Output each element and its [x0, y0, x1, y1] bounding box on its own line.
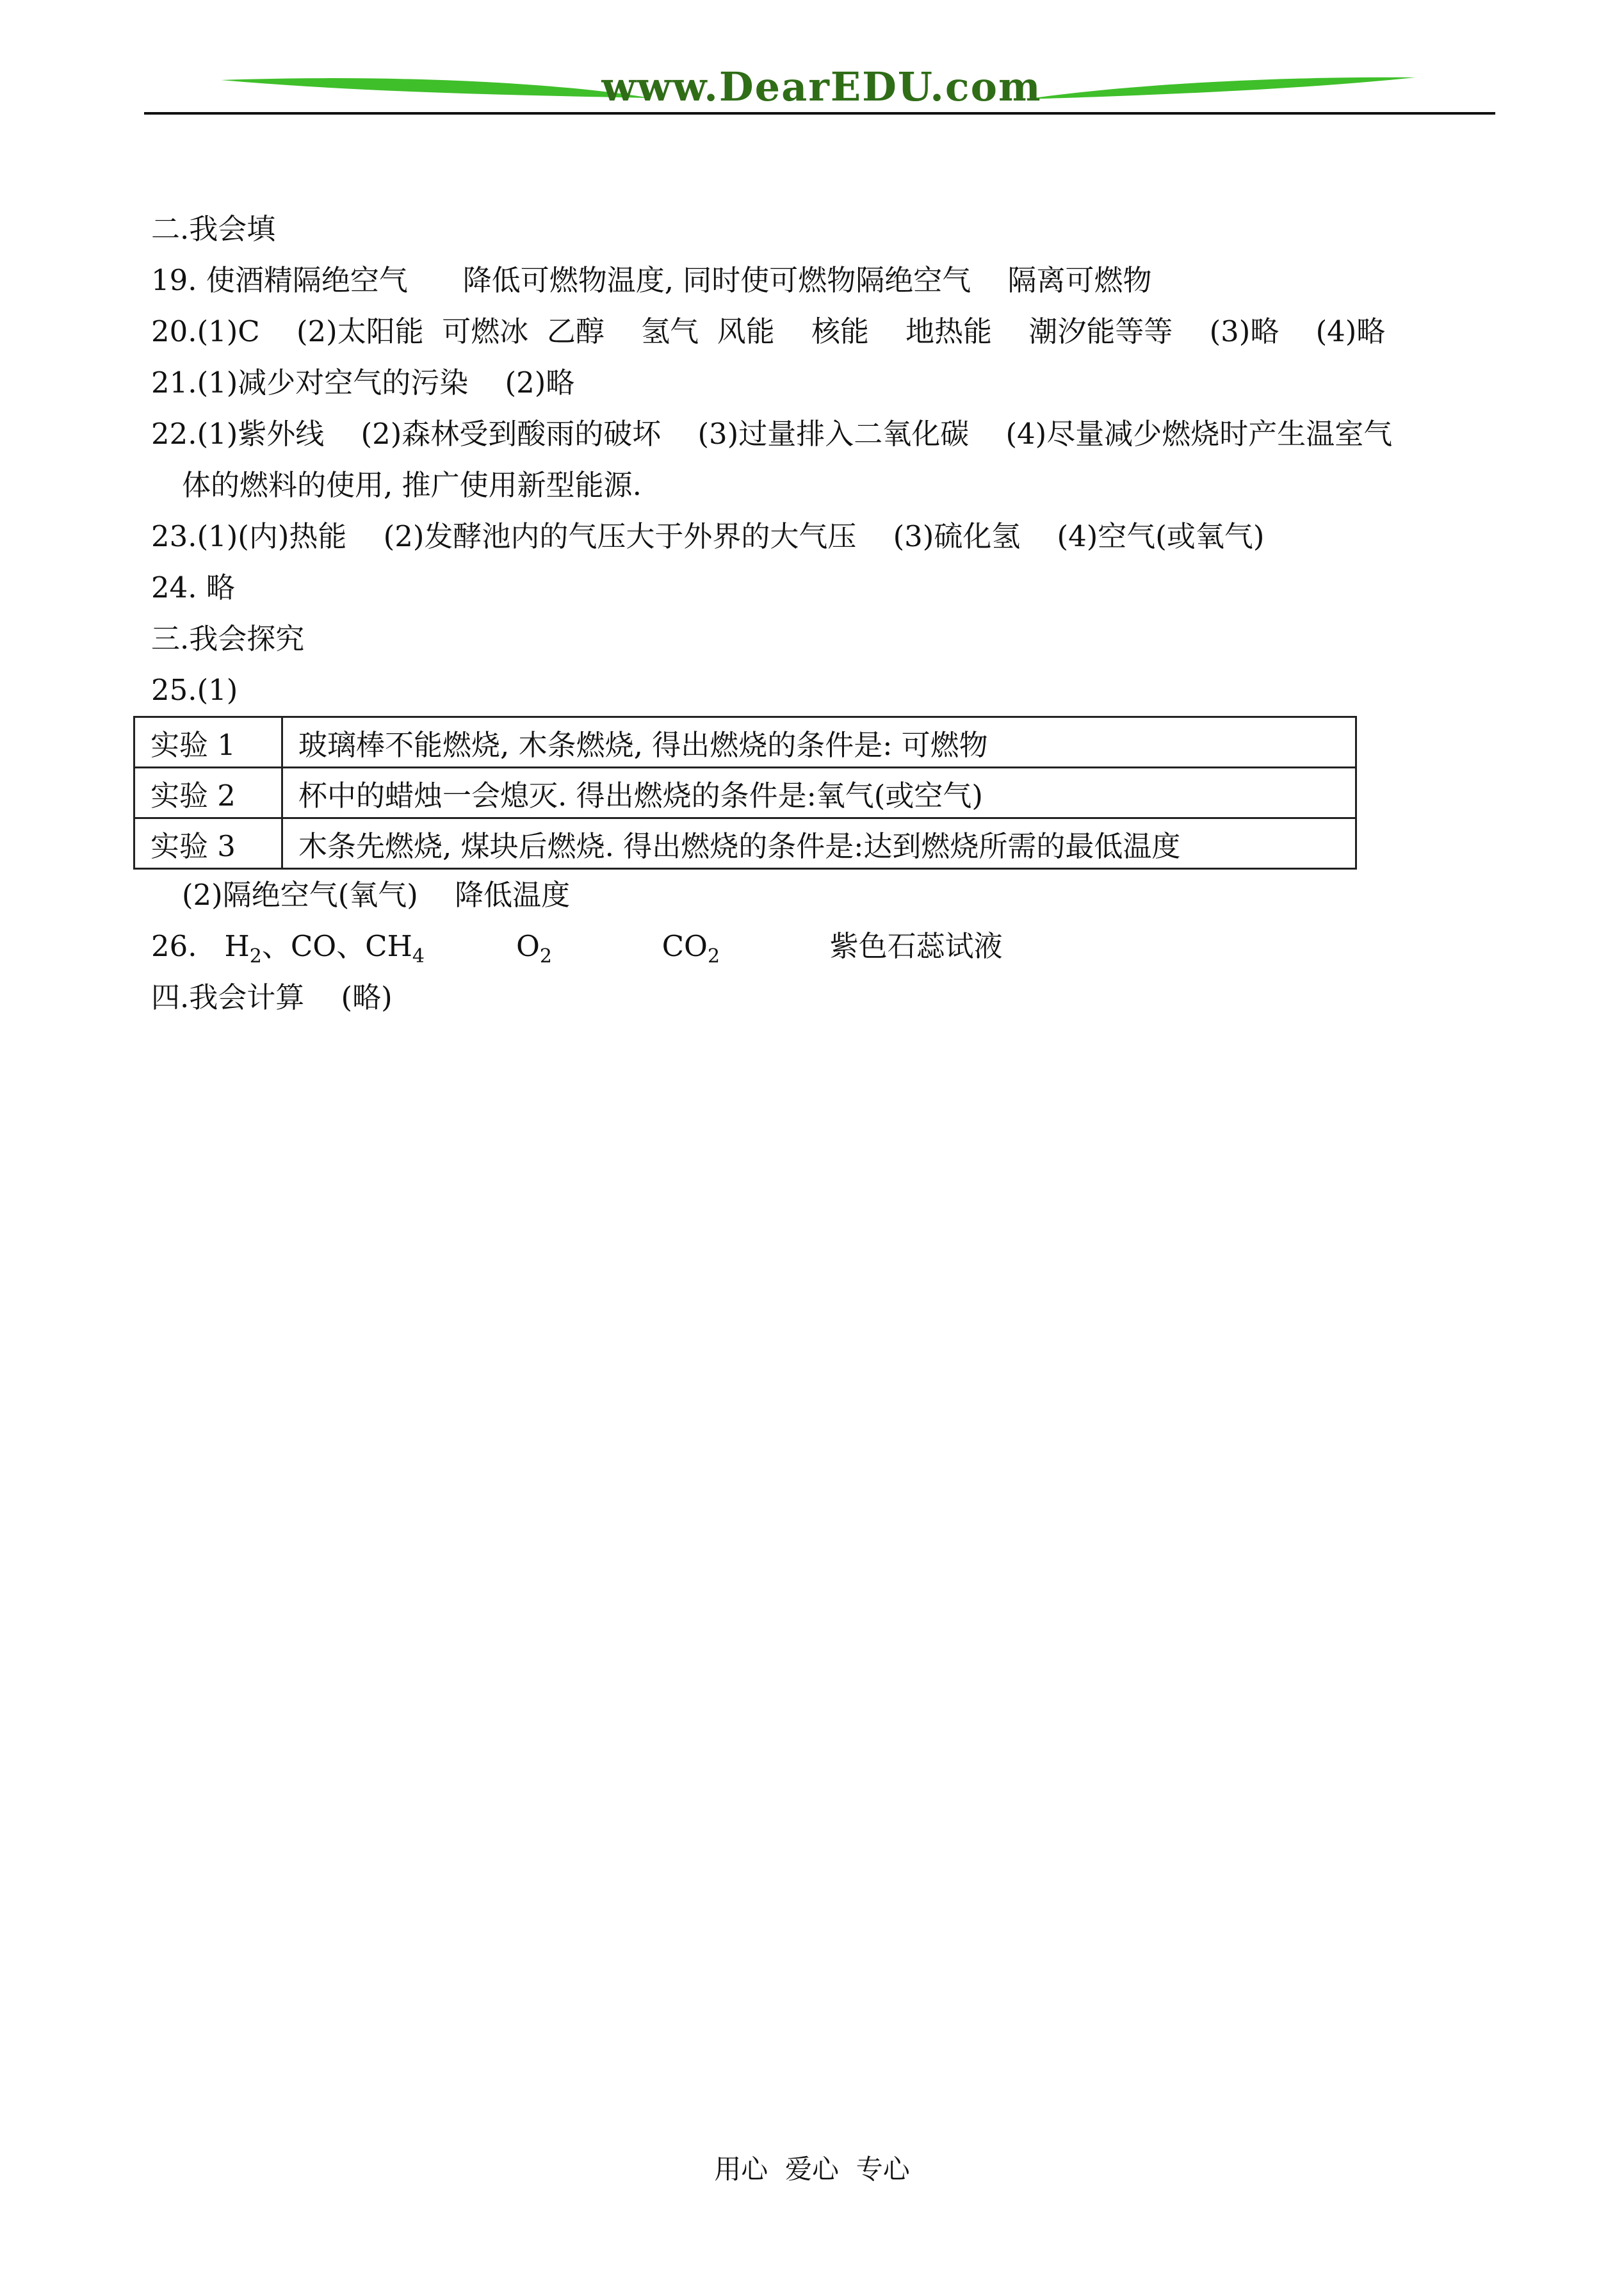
answer-22-continued: 体的燃料的使用, 推广使用新型能源.	[182, 468, 642, 502]
table-row	[134, 818, 1356, 869]
logo-text: www.DearEDU.com	[601, 63, 1042, 110]
formula-text: 26. H	[151, 929, 250, 963]
subscript: 2	[539, 945, 552, 968]
answer-26	[151, 921, 1509, 972]
answer-content	[151, 204, 1509, 1023]
answer-24: 24. 略	[151, 571, 235, 604]
answer-20: 20.(1)C (2)太阳能 可燃冰 乙醇 氢气 风能 核能 地热能 潮汐能等等 (3)略 (4)略	[151, 314, 1386, 348]
header-banner	[144, 61, 1495, 125]
table-cell-content: 玻璃棒不能燃烧, 木条燃烧, 得出燃烧的条件是: 可燃物	[282, 717, 1356, 768]
right-swoosh-icon	[1025, 77, 1415, 99]
section-heading-fill: 二.我会填	[151, 212, 276, 246]
page-footer: 用心 爱心 专心	[714, 2153, 910, 2185]
subscript: 2	[249, 945, 262, 968]
answer-25-part1: 25.(1)	[151, 673, 238, 707]
table-cell-content: 杯中的蜡烛一会熄灭. 得出燃烧的条件是:氧气(或空气)	[282, 768, 1356, 818]
table-cell-content: 木条先燃烧, 煤块后燃烧. 得出燃烧的条件是:达到燃烧所需的最低温度	[282, 818, 1356, 869]
table-row	[134, 768, 1356, 818]
table-cell-label: 实验 3	[134, 818, 282, 869]
section-heading-calc: 四.我会计算 (略)	[151, 980, 393, 1014]
table-row	[134, 717, 1356, 768]
answer-22: 22.(1)紫外线 (2)森林受到酸雨的破坏 (3)过量排入二氧化碳 (4)尽量减少燃烧时产生温室气	[151, 417, 1393, 451]
subscript: 2	[707, 945, 720, 968]
formula-text: CO	[551, 929, 708, 963]
answer-19: 19. 使酒精隔绝空气 降低可燃物温度, 同时使可燃物隔绝空气 隔离可燃物	[151, 263, 1152, 297]
left-swoosh-icon	[221, 78, 650, 98]
experiment-table	[133, 716, 1357, 870]
table-cell-label: 实验 1	[134, 717, 282, 768]
answer-23: 23.(1)(内)热能 (2)发酵池内的气压大于外界的大气压 (3)硫化氢 (4)空气(或氧气)	[151, 519, 1265, 553]
subscript: 4	[412, 945, 425, 968]
answer-21: 21.(1)减少对空气的污染 (2)略	[151, 366, 575, 400]
site-logo	[144, 61, 1495, 125]
answer-25-part2: (2)隔绝空气(氧气) 降低温度	[182, 878, 571, 912]
formula-text: 、CO、CH	[261, 929, 412, 963]
table-cell-label: 实验 2	[134, 768, 282, 818]
formula-text: O	[424, 929, 540, 963]
section-heading-explore: 三.我会探究	[151, 622, 305, 656]
header-rule	[144, 112, 1495, 115]
formula-text: 紫色石蕊试液	[720, 929, 1003, 963]
